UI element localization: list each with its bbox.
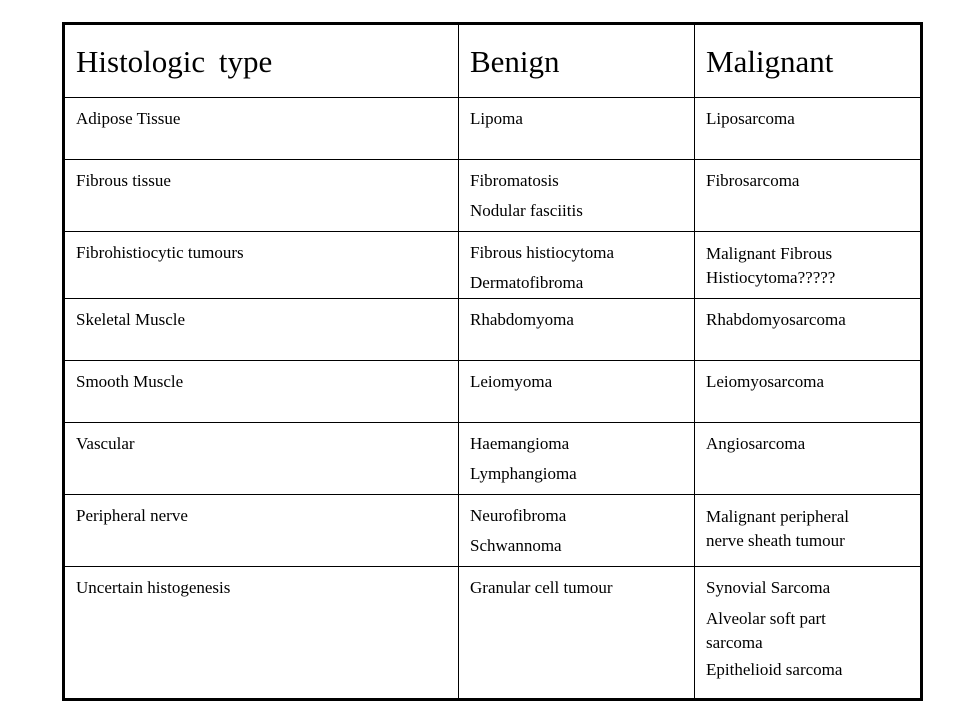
histologic-type-cell: Uncertain histogenesis xyxy=(64,567,459,700)
histologic-type-cell: Peripheral nerve xyxy=(64,495,459,567)
malignant-entry: Leiomyosarcoma xyxy=(706,372,825,391)
malignant-cell xyxy=(695,423,922,495)
malignant-cell xyxy=(695,98,922,160)
benign-cell xyxy=(459,160,695,232)
header-benign: Benign xyxy=(459,24,695,98)
malignant-entry: Alveolar soft part xyxy=(706,609,826,628)
benign-cell xyxy=(459,232,695,299)
malignant-entry: Histiocytoma????? xyxy=(706,268,836,287)
benign-entry: Nodular fasciitis xyxy=(470,201,583,220)
malignant-entry: sarcoma xyxy=(706,633,763,652)
malignant-entry: nerve sheath tumour xyxy=(706,531,845,550)
benign-entry: Lipoma xyxy=(470,109,523,128)
histologic-type-cell: Adipose Tissue xyxy=(64,98,459,160)
table-row xyxy=(64,361,922,423)
header-malignant: Malignant xyxy=(695,24,922,98)
benign-entry: Fibrous histiocytoma xyxy=(470,243,615,262)
benign-cell xyxy=(459,361,695,423)
table-row xyxy=(64,299,922,361)
histologic-type-cell: Fibrous tissue xyxy=(64,160,459,232)
histologic-type-cell: Vascular xyxy=(64,423,459,495)
malignant-cell xyxy=(695,299,922,361)
malignant-entry: Angiosarcoma xyxy=(706,434,806,453)
histologic-type-cell: Smooth Muscle xyxy=(64,361,459,423)
benign-entry: Lymphangioma xyxy=(470,464,577,483)
table-row xyxy=(64,495,922,567)
header-row xyxy=(64,24,922,98)
table-row xyxy=(64,98,922,160)
table-row xyxy=(64,232,922,299)
benign-entry: Haemangioma xyxy=(470,434,570,453)
malignant-cell xyxy=(695,567,922,700)
malignant-cell xyxy=(695,232,922,299)
benign-entry: Neurofibroma xyxy=(470,506,567,525)
table-row xyxy=(64,160,922,232)
malignant-entry: Synovial Sarcoma xyxy=(706,578,831,597)
benign-cell xyxy=(459,495,695,567)
malignant-entry: Liposarcoma xyxy=(706,109,795,128)
benign-cell xyxy=(459,423,695,495)
benign-entry: Rhabdomyoma xyxy=(470,310,574,329)
benign-entry: Schwannoma xyxy=(470,536,562,555)
malignant-entry: Malignant peripheral xyxy=(706,507,850,526)
table-row xyxy=(64,567,922,700)
benign-cell xyxy=(459,98,695,160)
benign-entry: Leiomyoma xyxy=(470,372,553,391)
malignant-cell xyxy=(695,160,922,232)
malignant-cell xyxy=(695,495,922,567)
benign-entry: Granular cell tumour xyxy=(470,578,613,597)
malignant-entry: Epithelioid sarcoma xyxy=(706,660,843,679)
malignant-entry: Rhabdomyosarcoma xyxy=(706,310,846,329)
malignant-entry: Malignant Fibrous xyxy=(706,244,833,263)
table-row xyxy=(64,423,922,495)
benign-cell xyxy=(459,299,695,361)
malignant-entry: Fibrosarcoma xyxy=(706,171,800,190)
histologic-type-cell: Fibrohistiocytic tumours xyxy=(64,232,459,299)
benign-entry: Fibromatosis xyxy=(470,171,559,190)
benign-cell xyxy=(459,567,695,700)
tumour-classification-table xyxy=(62,22,923,701)
benign-entry: Dermatofibroma xyxy=(470,273,584,292)
malignant-cell xyxy=(695,361,922,423)
histologic-type-cell: Skeletal Muscle xyxy=(64,299,459,361)
header-histologic-type: Histologic type xyxy=(64,24,459,98)
